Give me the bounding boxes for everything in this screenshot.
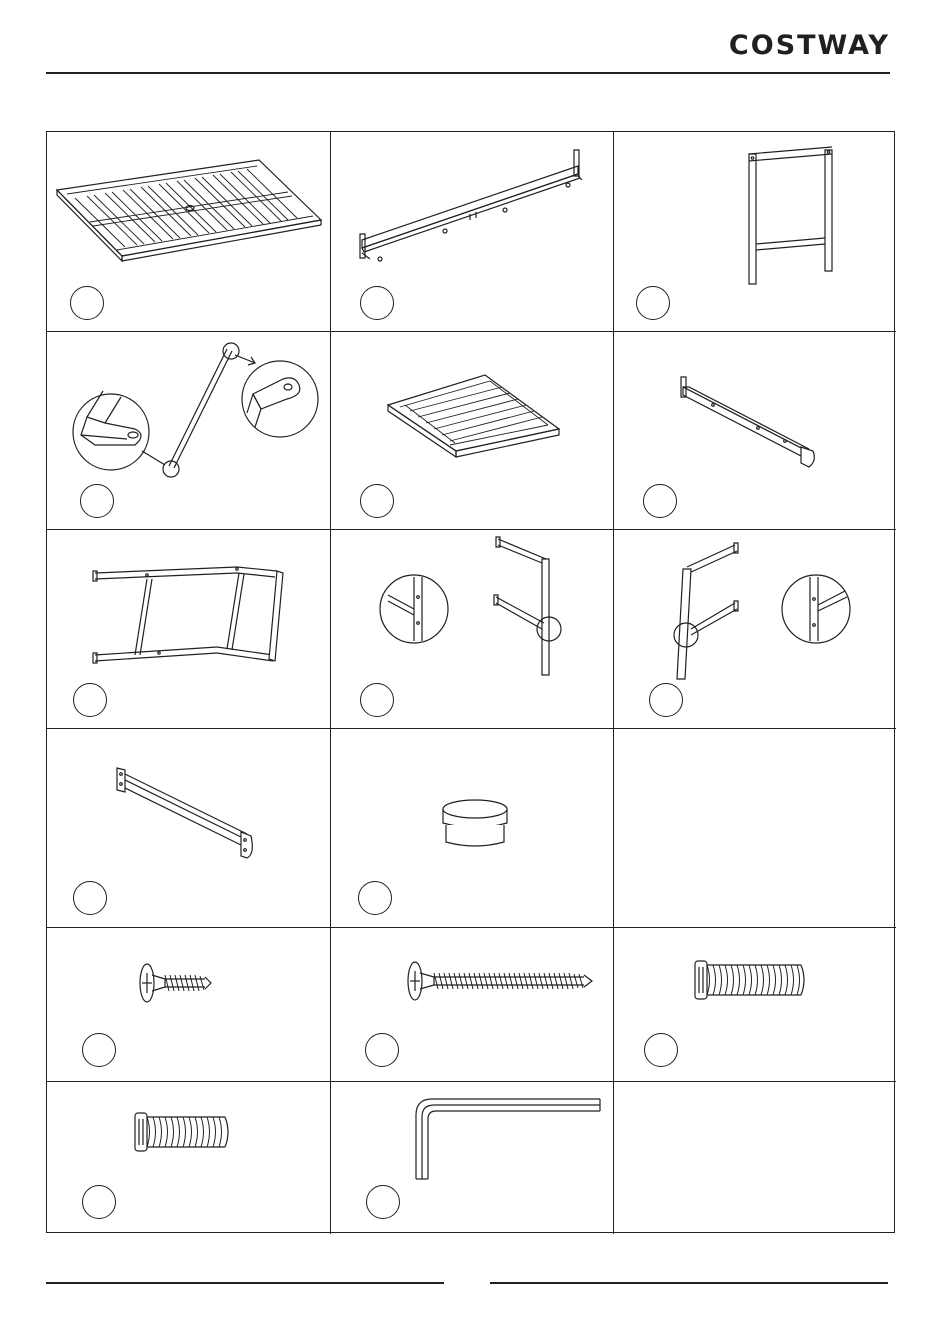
part-cell-slatted-shelf [330,331,613,529]
part-cell-short-screw [47,927,330,1081]
part-cell-long-screw [330,927,613,1081]
part-number-badge [644,1033,678,1067]
part-number-badge [80,484,114,518]
part-cell-short-bolt [47,1081,330,1234]
part-number-badge [73,683,107,717]
part-cell-allen-wrench [330,1081,613,1234]
part-number-badge [82,1033,116,1067]
parts-grid [46,131,895,1233]
part-cell-short-crossbar [613,331,896,529]
part-number-badge [360,484,394,518]
part-number-badge [73,881,107,915]
header-rule [46,72,890,74]
part-cell-long-crossbar [47,728,330,927]
part-cell-table-top [47,132,330,331]
part-cell-empty [613,1081,896,1234]
part-cell-long-bolt [613,927,896,1081]
part-cell-empty [613,728,896,927]
part-cell-end-frame [613,132,896,331]
part-cell-long-side-frame [330,132,613,331]
part-number-badge [82,1185,116,1219]
part-number-badge [360,286,394,320]
part-number-badge [649,683,683,717]
part-number-badge [366,1185,400,1219]
part-cell-support-rod [47,331,330,529]
part-number-badge [365,1033,399,1067]
part-cell-right-leg-frame [613,529,896,728]
part-number-badge [636,286,670,320]
part-number-badge [358,881,392,915]
footer-rule-left [46,1282,444,1284]
part-cell-foot-cap [330,728,613,927]
part-number-badge [643,484,677,518]
part-cell-left-leg-frame [330,529,613,728]
footer-rule-right [490,1282,888,1284]
part-cell-side-frame [47,529,330,728]
brand-logo: COSTWAY [728,30,890,61]
part-number-badge [360,683,394,717]
part-number-badge [70,286,104,320]
